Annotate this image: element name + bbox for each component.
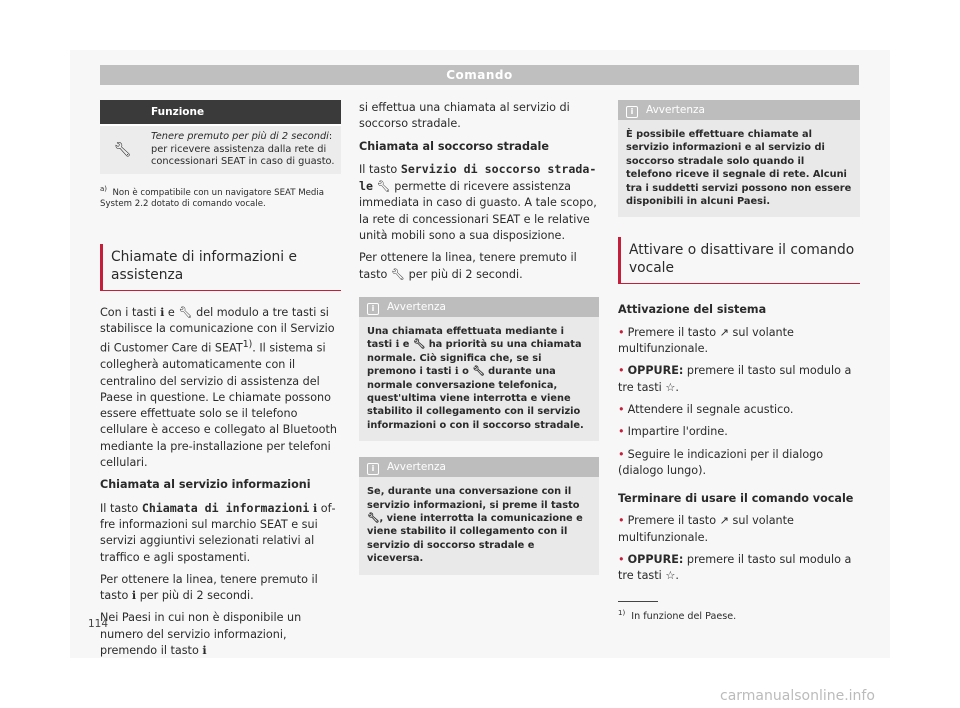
info-icon: ℹ <box>454 366 459 378</box>
info-paragraph-2: Per ottenere la linea, tenere premuto il tasto ℹ per più di 2 secondi. <box>100 572 318 603</box>
info-icon: ℹ <box>202 644 207 658</box>
wrench-icon: 🔧︎ <box>412 339 426 351</box>
wrench-icon: 🔧︎ <box>100 125 145 174</box>
info-heading: Chiamata al servizio informazioni <box>100 478 311 492</box>
list-item: • Premere il tasto ↗ sul volante multifunzionale. <box>618 325 794 356</box>
wrench-icon: 🔧︎ <box>367 513 380 525</box>
list-item: • Attendere il segnale acustico. <box>618 402 794 416</box>
list-item: • OPPURE: premere il tasto sul modulo a tre tasti ☆. <box>618 553 852 583</box>
column-2 <box>359 100 599 575</box>
info-icon: ℹ <box>395 339 400 351</box>
page-footnote: $^{1)}$ In funzione del Paese. <box>618 609 737 623</box>
info-icon: ℹ <box>160 305 165 319</box>
info-paragraph-3: Nei Paesi in cui non è disponibile un numero del servizio informazioni, premendo il tasto ℹ <box>100 611 302 658</box>
warning-icon: i <box>367 303 379 315</box>
info-paragraph: Il tasto Chiamata di informazioni ℹ offre informazioni sul marchio SEAT e sui servizi aggiuntivi selezionati relativi al traffico e agli spostamenti. <box>100 500 336 564</box>
watermark: carmanualsonline.info <box>720 688 875 704</box>
section-title-voice-command: Attivare o disattivare il comando vocale <box>618 237 860 284</box>
continued-paragraph: si effettua una chiamata al servizio di soccorso stradale. <box>359 101 570 131</box>
wrench-icon: 🔧︎ <box>376 180 391 194</box>
wrench-icon: 🔧︎ <box>472 366 485 378</box>
list-item: • OPPURE: premere il tasto sul modulo a tre tasti ☆. <box>618 364 852 394</box>
table-row <box>100 125 341 174</box>
column-3 <box>618 100 860 591</box>
warning-box-3: i Avvertenza È possibile effettuare chiamate al servizio informazioni e al servizio di soccorso stradale solo quando il telefono riceve il segnale di rete. Alcuni tra i suddetti servizi possono non essere disponibili in alcuni Paesi. <box>618 100 860 217</box>
table-cell-description: Tenere premuto per più di 2 secondi: per ricevere assistenza dalla rete di concessionari SEAT in caso di guasto. <box>145 125 341 174</box>
intro-paragraph: Con i tasti ℹ e 🔧︎ del modulo a tre tasti si stabilisce la comunicazione con il Servizio di Customer Care di SEAT$^{1)}$. Il sistema si collegherà automaticamente con il centralino del servizio di assistenza del Paese in questione. Le chiamate possono essere effettuate solo se il telefono cellulare è acceso e collegato al Bluetooth mediante la pre-installazione per telefoni cellulari. <box>100 305 337 470</box>
footnote-divider <box>618 601 658 602</box>
star-icon: ☆ <box>665 569 676 583</box>
wrench-icon: 🔧︎ <box>390 267 406 281</box>
info-icon: ℹ <box>312 501 318 515</box>
function-table <box>100 100 341 174</box>
warning-box-1: i Avvertenza Una chiamata effettuata mediante i tasti ℹ e 🔧︎ ha priorità su una chiamata normale. Ciò significa che, se si premono i tasti ℹ o 🔧︎ durante una normale conversazione telefonica, quest'ultima viene interrotta e viene stabilito il collegamento con il servizio informazioni o con il soccorso stradale. <box>359 297 599 441</box>
end-heading: Terminare di usare il comando vocale <box>618 492 854 506</box>
sos-paragraph-2: Per ottenere la linea, tenere premuto il tasto 🔧︎ per più di 2 secondi. <box>359 251 577 281</box>
warning-box-2: i Avvertenza Se, durante una conversazione con il servizio informazioni, si preme il tasto 🔧︎, viene interrotta la comunicazione e viene stabilito il collegamento con il servizio di soccorso stradale e viceversa. <box>359 457 599 574</box>
activation-heading: Attivazione del sistema <box>618 303 767 317</box>
list-item: • Premere il tasto ↗ sul volante multifunzionale. <box>618 514 794 544</box>
column-1 <box>100 100 341 665</box>
voice-command-icon: ↗ <box>719 514 729 528</box>
section-title-info-assistance: Chiamate di informazioni e assistenza <box>100 244 341 291</box>
list-item: • Impartire l'ordine. <box>618 425 728 439</box>
list-item: • Seguire le indicazioni per il dialogo (dialogo lungo). <box>618 447 824 477</box>
info-icon: ℹ <box>131 589 137 603</box>
voice-command-icon: ↗ <box>719 325 729 339</box>
table-header-function: Funzione <box>145 100 341 125</box>
table-footnote: $^{a)}$ Non è compatibile con un navigatore SEAT Media System 2.2 dotato di comando vocale. <box>100 184 325 209</box>
table-header-icon-col <box>100 100 145 125</box>
sos-paragraph: Il tasto Servizio di soccorso stradale 🔧︎ permette di ricevere assistenza immediata in caso di guasto. A tale scopo, la rete di concessionari SEAT e le relative unità mobili sono a sua disposizione. <box>359 161 597 243</box>
warning-icon: i <box>626 106 638 118</box>
sos-heading: Chiamata al soccorso stradale <box>359 139 549 153</box>
page-header: Comando <box>100 65 859 85</box>
star-icon: ☆ <box>665 380 676 394</box>
wrench-icon: 🔧︎ <box>178 305 193 319</box>
warning-icon: i <box>367 463 379 475</box>
page-number: 114 <box>88 618 109 630</box>
